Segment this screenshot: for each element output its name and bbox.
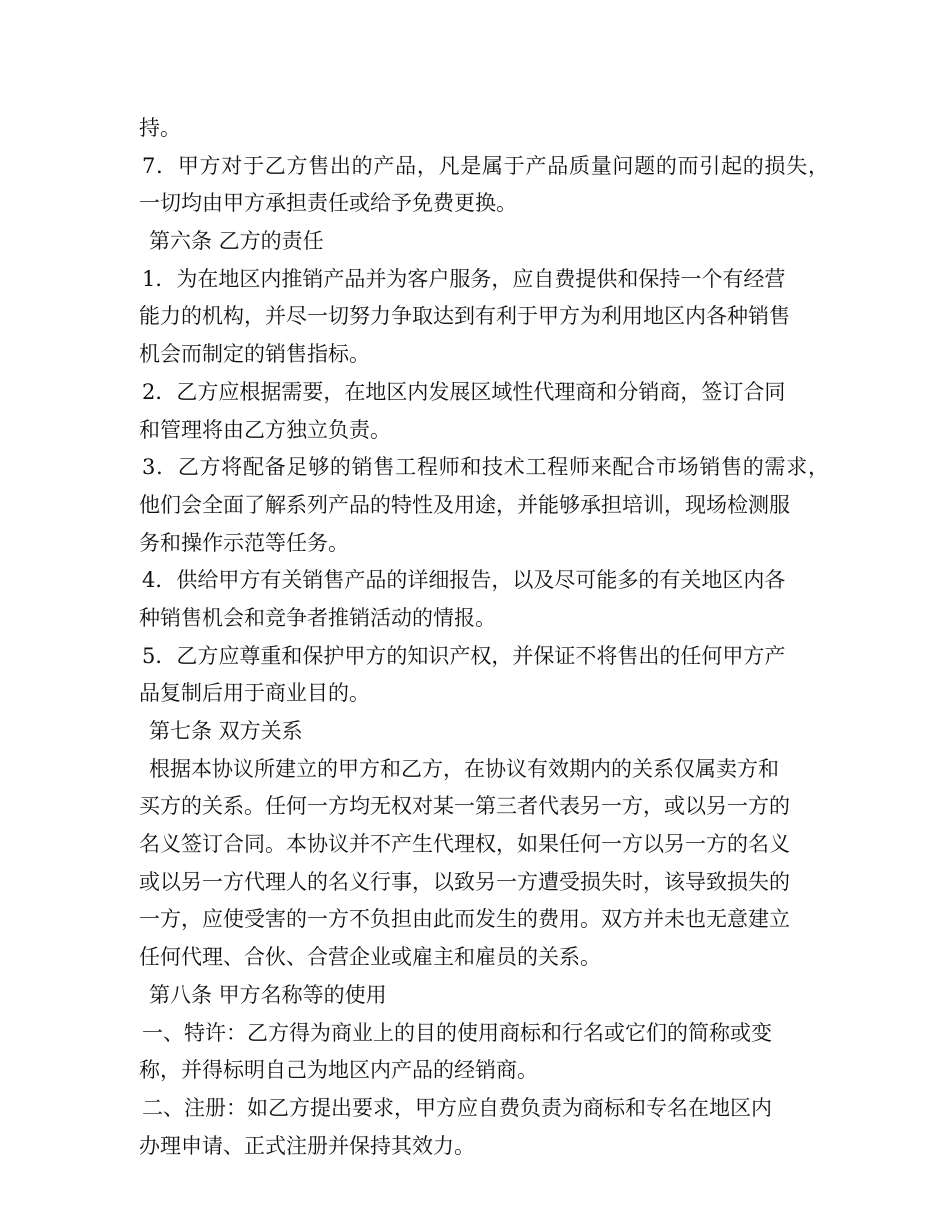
text-line: 1．为在地区内推销产品并为客户服务，应自费提供和保持一个有经营 [142, 266, 786, 291]
section-heading: 第六条 乙方的责任 [149, 229, 324, 254]
text-line: 种销售机会和竞争者推销活动的情报。 [139, 605, 496, 630]
text-line: 他们会全面了解系列产品的特性及用途，并能够承担培训，现场检测服 [139, 492, 790, 517]
text-line: 称，并得标明自己为地区内产品的经销商。 [139, 1058, 538, 1083]
text-line: 4．供给甲方有关销售产品的详细报告，以及尽可能多的有关地区内各 [142, 568, 786, 593]
section-heading: 第八条 甲方名称等的使用 [149, 982, 387, 1007]
text-line: 一、特许：乙方得为商业上的目的使用商标和行名或它们的简称或变 [142, 1020, 772, 1045]
text-line: 买方的关系。任何一方均无权对某一第三者代表另一方，或以另一方的 [139, 794, 790, 819]
text-line: 3．乙方将配备足够的销售工程师和技术工程师来配合市场销售的需求， [142, 455, 829, 480]
text-line: 一方，应使受害的一方不负担由此而发生的费用。双方并未也无意建立 [139, 907, 790, 932]
text-line: 名义签订合同。本协议并不产生代理权，如果任何一方以另一方的名义 [139, 832, 790, 857]
section-heading: 第七条 双方关系 [149, 719, 303, 743]
text-line: 根据本协议所建立的甲方和乙方，在协议有效期内的关系仅属卖方和 [149, 756, 779, 781]
text-line: 二、注册：如乙方提出要求，甲方应自费负责为商标和专名在地区内 [142, 1095, 772, 1120]
text-line: 机会而制定的销售指标。 [139, 342, 370, 367]
text-line: 2．乙方应根据需要，在地区内发展区域性代理商和分销商，签订合同 [142, 379, 786, 404]
text-line: 任何代理、合伙、合营企业或雇主和雇员的关系。 [139, 945, 601, 970]
text-line: 能力的机构，并尽一切努力争取达到有利于甲方为利用地区内各种销售 [139, 304, 790, 329]
document-body [139, 110, 829, 1165]
text-line: 务和操作示范等任务。 [139, 530, 349, 555]
text-line: 和管理将由乙方独立负责。 [139, 417, 391, 442]
text-line: 持。 [139, 116, 181, 140]
text-line: 办理申请、正式注册并保持其效力。 [139, 1133, 475, 1158]
text-line: 品复制后用于商业目的。 [139, 681, 370, 706]
text-line: 7．甲方对于乙方售出的产品，凡是属于产品质量问题的而引起的损失， [142, 153, 829, 178]
text-line: 一切均由甲方承担责任或给予免费更换。 [139, 191, 517, 216]
text-line: 5．乙方应尊重和保护甲方的知识产权，并保证不将售出的任何甲方产 [142, 643, 786, 668]
text-line: 或以另一方代理人的名义行事，以致另一方遭受损失时，该导致损失的 [139, 869, 790, 894]
